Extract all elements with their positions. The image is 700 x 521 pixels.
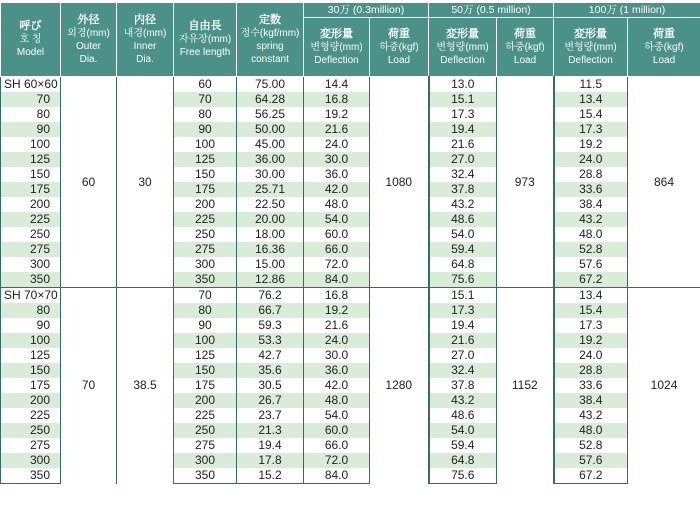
model-cell: 300	[1, 453, 61, 468]
spring-constant-cell: 75.00	[237, 77, 304, 93]
free-length-cell: 200	[174, 393, 237, 408]
table-row	[1, 77, 700, 93]
spring-constant-cell: 76.2	[237, 288, 304, 304]
model-cell: 70	[1, 92, 61, 107]
free-length-cell: 100	[174, 137, 237, 152]
header-load-en: Load	[513, 54, 537, 66]
deflection-300k-cell: 14.4	[304, 77, 370, 93]
deflection-1m-cell: 13.4	[554, 92, 628, 107]
free-length-cell: 300	[174, 453, 237, 468]
deflection-300k-cell: 48.0	[304, 197, 370, 212]
deflection-300k-cell: 21.6	[304, 318, 370, 333]
deflection-300k-cell: 42.0	[304, 378, 370, 393]
deflection-1m-cell: 11.5	[554, 77, 628, 93]
header-load-jp: 荷重	[514, 27, 537, 40]
spring-constant-cell: 17.8	[237, 453, 304, 468]
deflection-500k-cell: 59.4	[429, 242, 497, 257]
header-deflection-300k	[304, 18, 370, 77]
deflection-1m-cell: 48.0	[554, 423, 628, 438]
free-length-cell: 70	[174, 288, 237, 304]
spring-constant-cell: 15.2	[237, 468, 304, 484]
free-length-cell: 90	[174, 318, 237, 333]
spring-constant-cell: 36.00	[237, 152, 304, 167]
deflection-1m-cell: 52.8	[554, 438, 628, 453]
header-outer-jp: 外径	[77, 13, 100, 26]
header-deflection-jp: 変形量	[446, 27, 480, 40]
inner-dia-cell: 38.5	[117, 288, 174, 484]
deflection-500k-cell: 37.8	[429, 378, 497, 393]
free-length-cell: 175	[174, 378, 237, 393]
deflection-1m-cell: 57.6	[554, 453, 628, 468]
header-load-ko: 하중(kgf)	[644, 41, 684, 53]
free-length-cell: 350	[174, 272, 237, 288]
spring-constant-cell: 20.00	[237, 212, 304, 227]
header-deflection-jp: 変形量	[574, 27, 608, 40]
deflection-500k-cell: 37.8	[429, 182, 497, 197]
deflection-1m-cell: 13.4	[554, 288, 628, 304]
load-500k-cell: 1152	[497, 288, 554, 484]
deflection-1m-cell: 52.8	[554, 242, 628, 257]
header-group-1m: 100万 (1 million)	[554, 3, 700, 18]
spring-constant-cell: 23.7	[237, 408, 304, 423]
spring-constant-cell: 66.7	[237, 303, 304, 318]
deflection-300k-cell: 19.2	[304, 303, 370, 318]
model-cell: 100	[1, 137, 61, 152]
deflection-300k-cell: 60.0	[304, 227, 370, 242]
model-cell: 250	[1, 227, 61, 242]
free-length-cell: 100	[174, 333, 237, 348]
header-constant-en2: constant	[251, 53, 289, 65]
spring-spec-table	[0, 2, 700, 484]
header-deflection-500k	[429, 18, 497, 77]
spring-constant-cell: 12.86	[237, 272, 304, 288]
deflection-1m-cell: 67.2	[554, 468, 628, 484]
header-free-jp: 自由長	[188, 20, 222, 32]
load-300k-cell: 1280	[370, 288, 429, 484]
header-group-500k: 50万 (0.5 million)	[429, 3, 554, 18]
deflection-500k-cell: 15.1	[429, 92, 497, 107]
deflection-1m-cell: 57.6	[554, 257, 628, 272]
header-constant-jp: 定数	[259, 13, 281, 26]
deflection-300k-cell: 54.0	[304, 212, 370, 227]
header-outer-dia	[61, 3, 117, 77]
free-length-cell: 125	[174, 152, 237, 167]
free-length-cell: 125	[174, 348, 237, 363]
deflection-300k-cell: 72.0	[304, 453, 370, 468]
header-model-en: Model	[16, 47, 45, 58]
model-cell: 225	[1, 212, 61, 227]
deflection-500k-cell: 21.6	[429, 333, 497, 348]
spring-constant-cell: 50.00	[237, 122, 304, 137]
free-length-cell: 80	[174, 107, 237, 122]
model-cell: 300	[1, 257, 61, 272]
deflection-500k-cell: 21.6	[429, 137, 497, 152]
model-cell: 200	[1, 197, 61, 212]
header-load-en: Load	[652, 54, 676, 66]
header-inner-ko: 내경(mm)	[123, 27, 167, 39]
free-length-cell: 225	[174, 408, 237, 423]
header-deflection-en: Deflection	[314, 54, 359, 66]
deflection-300k-cell: 36.0	[304, 363, 370, 378]
spring-constant-cell: 22.50	[237, 197, 304, 212]
free-length-cell: 150	[174, 167, 237, 182]
spring-constant-cell: 25.71	[237, 182, 304, 197]
free-length-cell: 275	[174, 242, 237, 257]
deflection-500k-cell: 15.1	[429, 288, 497, 304]
spring-constant-cell: 30.00	[237, 167, 304, 182]
deflection-500k-cell: 13.0	[429, 77, 497, 93]
free-length-cell: 225	[174, 212, 237, 227]
free-length-cell: 250	[174, 423, 237, 438]
free-length-cell: 200	[174, 197, 237, 212]
free-length-cell: 175	[174, 182, 237, 197]
header-deflection-ko: 변형량(mm)	[310, 41, 363, 53]
deflection-500k-cell: 32.4	[429, 167, 497, 182]
model-cell: 125	[1, 348, 61, 363]
deflection-500k-cell: 64.8	[429, 257, 497, 272]
free-length-cell: 70	[174, 92, 237, 107]
spring-constant-cell: 15.00	[237, 257, 304, 272]
inner-dia-cell: 30	[117, 77, 174, 288]
model-cell: 175	[1, 182, 61, 197]
deflection-500k-cell: 17.3	[429, 107, 497, 122]
spring-constant-cell: 16.36	[237, 242, 304, 257]
model-cell: 275	[1, 438, 61, 453]
header-spring-constant	[237, 3, 304, 77]
deflection-300k-cell: 66.0	[304, 438, 370, 453]
deflection-1m-cell: 15.4	[554, 303, 628, 318]
deflection-500k-cell: 75.6	[429, 272, 497, 288]
deflection-500k-cell: 43.2	[429, 197, 497, 212]
header-outer-en1: Outer	[75, 40, 101, 52]
header-load-jp: 荷重	[653, 27, 676, 40]
model-cell: 200	[1, 393, 61, 408]
header-inner-dia	[117, 3, 174, 77]
header-deflection-en: Deflection	[568, 54, 613, 66]
header-constant-en1: spring	[256, 40, 284, 52]
deflection-300k-cell: 16.8	[304, 92, 370, 107]
free-length-cell: 60	[174, 77, 237, 93]
model-cell: SH 60×60	[1, 77, 61, 93]
deflection-500k-cell: 75.6	[429, 468, 497, 484]
header-outer-en2: Dia.	[79, 53, 98, 65]
outer-dia-cell: 70	[61, 288, 117, 484]
header-load-ko: 하중(kgf)	[379, 41, 419, 53]
deflection-1m-cell: 19.2	[554, 333, 628, 348]
deflection-500k-cell: 48.6	[429, 212, 497, 227]
header-deflection-en: Deflection	[440, 54, 485, 66]
free-length-cell: 90	[174, 122, 237, 137]
deflection-500k-cell: 43.2	[429, 393, 497, 408]
model-cell: 225	[1, 408, 61, 423]
deflection-1m-cell: 17.3	[554, 122, 628, 137]
deflection-500k-cell: 48.6	[429, 408, 497, 423]
spring-constant-cell: 64.28	[237, 92, 304, 107]
table-body	[1, 77, 700, 484]
header-free-en: Free length	[179, 47, 231, 58]
model-cell: 90	[1, 318, 61, 333]
deflection-500k-cell: 54.0	[429, 423, 497, 438]
table-header	[1, 3, 700, 77]
deflection-300k-cell: 42.0	[304, 182, 370, 197]
spring-constant-cell: 26.7	[237, 393, 304, 408]
deflection-1m-cell: 24.0	[554, 348, 628, 363]
load-500k-cell: 973	[497, 77, 554, 288]
deflection-1m-cell: 17.3	[554, 318, 628, 333]
model-cell: 350	[1, 468, 61, 484]
spring-constant-cell: 42.7	[237, 348, 304, 363]
header-inner-jp: 内径	[134, 13, 156, 26]
deflection-1m-cell: 28.8	[554, 363, 628, 378]
free-length-cell: 150	[174, 363, 237, 378]
deflection-300k-cell: 60.0	[304, 423, 370, 438]
model-cell: 150	[1, 363, 61, 378]
header-free-ko: 자유장(mm)	[178, 34, 232, 45]
spring-constant-cell: 56.25	[237, 107, 304, 122]
deflection-1m-cell: 43.2	[554, 212, 628, 227]
deflection-300k-cell: 36.0	[304, 167, 370, 182]
model-cell: 150	[1, 167, 61, 182]
model-cell: 175	[1, 378, 61, 393]
header-inner-en1: Inner	[133, 40, 157, 52]
model-cell: 250	[1, 423, 61, 438]
deflection-500k-cell: 54.0	[429, 227, 497, 242]
deflection-300k-cell: 84.0	[304, 272, 370, 288]
header-inner-en2: Dia.	[136, 53, 154, 65]
free-length-cell: 350	[174, 468, 237, 484]
deflection-300k-cell: 54.0	[304, 408, 370, 423]
header-load-en: Load	[387, 54, 411, 66]
header-deflection-jp: 変形量	[320, 27, 353, 40]
deflection-500k-cell: 59.4	[429, 438, 497, 453]
spring-constant-cell: 30.5	[237, 378, 304, 393]
deflection-500k-cell: 17.3	[429, 303, 497, 318]
deflection-500k-cell: 19.4	[429, 318, 497, 333]
deflection-300k-cell: 66.0	[304, 242, 370, 257]
header-outer-ko: 외경(mm)	[67, 27, 110, 39]
load-1m-cell: 864	[628, 77, 700, 288]
spring-constant-cell: 18.00	[237, 227, 304, 242]
deflection-1m-cell: 38.4	[554, 197, 628, 212]
deflection-1m-cell: 38.4	[554, 393, 628, 408]
free-length-cell: 250	[174, 227, 237, 242]
deflection-300k-cell: 16.8	[304, 288, 370, 304]
header-deflection-ko: 변형량(mm)	[436, 41, 489, 53]
header-free-length	[174, 3, 237, 77]
deflection-300k-cell: 21.6	[304, 122, 370, 137]
load-1m-cell: 1024	[628, 288, 700, 484]
deflection-300k-cell: 24.0	[304, 137, 370, 152]
load-300k-cell: 1080	[370, 77, 429, 288]
deflection-500k-cell: 19.4	[429, 122, 497, 137]
model-cell: 90	[1, 122, 61, 137]
deflection-1m-cell: 33.6	[554, 182, 628, 197]
spring-constant-cell: 21.3	[237, 423, 304, 438]
deflection-300k-cell: 30.0	[304, 348, 370, 363]
table-row	[1, 288, 700, 304]
header-deflection-1m	[554, 18, 628, 77]
spring-constant-cell: 35.6	[237, 363, 304, 378]
header-model-ko: 호 칭	[19, 34, 42, 45]
deflection-300k-cell: 19.2	[304, 107, 370, 122]
deflection-300k-cell: 48.0	[304, 393, 370, 408]
header-load-500k	[497, 18, 554, 77]
deflection-300k-cell: 30.0	[304, 152, 370, 167]
outer-dia-cell: 60	[61, 77, 117, 288]
free-length-cell: 300	[174, 257, 237, 272]
deflection-1m-cell: 33.6	[554, 378, 628, 393]
deflection-1m-cell: 24.0	[554, 152, 628, 167]
deflection-300k-cell: 72.0	[304, 257, 370, 272]
header-model-jp: 呼び	[19, 20, 42, 32]
free-length-cell: 80	[174, 303, 237, 318]
header-load-1m	[628, 18, 700, 77]
header-group-300k: 30万 (0.3million)	[304, 3, 429, 18]
deflection-500k-cell: 27.0	[429, 348, 497, 363]
spring-constant-cell: 59.3	[237, 318, 304, 333]
deflection-1m-cell: 15.4	[554, 107, 628, 122]
header-load-ko: 하중(kgf)	[505, 41, 545, 53]
model-cell: 80	[1, 303, 61, 318]
header-load-jp: 荷重	[388, 27, 410, 40]
model-cell: 275	[1, 242, 61, 257]
header-load-300k	[370, 18, 429, 77]
deflection-500k-cell: 27.0	[429, 152, 497, 167]
header-deflection-ko: 변형량(mm)	[564, 41, 617, 53]
spring-constant-cell: 19.4	[237, 438, 304, 453]
deflection-1m-cell: 43.2	[554, 408, 628, 423]
header-model	[1, 3, 61, 77]
deflection-500k-cell: 64.8	[429, 453, 497, 468]
spring-constant-cell: 45.00	[237, 137, 304, 152]
deflection-500k-cell: 32.4	[429, 363, 497, 378]
model-cell: 80	[1, 107, 61, 122]
deflection-1m-cell: 19.2	[554, 137, 628, 152]
spring-constant-cell: 53.3	[237, 333, 304, 348]
deflection-1m-cell: 48.0	[554, 227, 628, 242]
deflection-1m-cell: 67.2	[554, 272, 628, 288]
model-cell: SH 70×70	[1, 288, 61, 304]
deflection-1m-cell: 28.8	[554, 167, 628, 182]
deflection-300k-cell: 24.0	[304, 333, 370, 348]
model-cell: 350	[1, 272, 61, 288]
header-constant-ko: 정수(kgf/mm)	[240, 27, 300, 39]
model-cell: 100	[1, 333, 61, 348]
free-length-cell: 275	[174, 438, 237, 453]
model-cell: 125	[1, 152, 61, 167]
deflection-300k-cell: 84.0	[304, 468, 370, 484]
